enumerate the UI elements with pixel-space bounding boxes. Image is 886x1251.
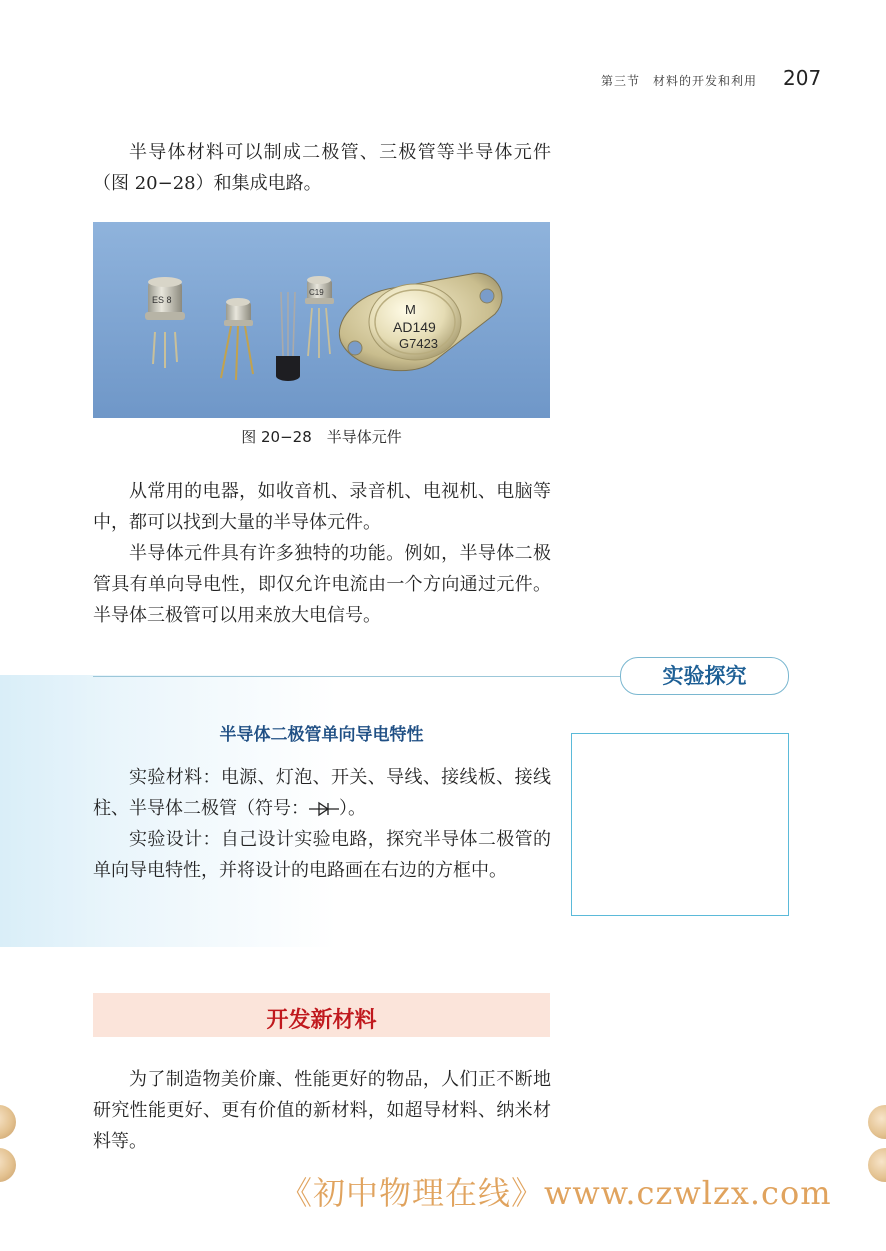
edge-decoration-left-top: [0, 1105, 16, 1139]
svg-text:C19: C19: [309, 288, 324, 297]
new-materials-text: 为了制造物美价廉、性能更好的物品，人们正不断地研究性能更好、更有价值的新材料，如超导材料、纳米材料等。: [93, 1069, 551, 1152]
experiment-title: 半导体二极管单向导电特性: [219, 725, 424, 745]
semiconductor-photo: [93, 222, 550, 418]
intro-paragraph: [93, 137, 551, 199]
experiment-design: 实验设计：自己设计实验电路，探究半导体二极管的单向导电特性，并将设计的电路画在右边的方框中。: [93, 829, 551, 881]
experiment-materials: [93, 762, 551, 824]
experiment-divider: [93, 676, 623, 677]
new-materials-paragraph: [93, 1064, 551, 1157]
page-number: 207: [783, 66, 822, 90]
experiment-badge: 实验探究: [620, 657, 789, 695]
section-heading: 第三节 材料的开发和利用: [601, 74, 758, 88]
materials-close: ）。: [339, 798, 366, 819]
figure-caption: 图 20−28 半导体元件: [241, 428, 402, 446]
section-title: 开发新材料: [266, 1008, 377, 1033]
svg-text:ES 8: ES 8: [152, 295, 172, 305]
intro-text: 半导体材料可以制成二极管、三极管等半导体元件（图 20−28）和集成电路。: [93, 142, 551, 194]
edge-decoration-right-bottom: [868, 1148, 886, 1182]
semiconductor-components-illustration: [93, 222, 550, 418]
body-paragraph-2: 半导体元件具有许多独特的功能。例如，半导体二极管具有单向导电性，即仅允许电流由一个方向通过元件。半导体三极管可以用来放大电信号。: [93, 543, 551, 626]
chip-label-line3: G7423: [399, 336, 439, 351]
watermark: 《初中物理在线》www.czwlzx.com: [280, 1174, 832, 1212]
chip-label-line1: M: [405, 302, 416, 317]
edge-decoration-right-top: [868, 1105, 886, 1139]
experiment-text: [93, 762, 551, 886]
body-paragraphs: [93, 476, 551, 631]
chip-label-line2: AD149: [393, 319, 436, 335]
body-paragraph-1: 从常用的电器，如收音机、录音机、电视机、电脑等中，都可以找到大量的半导体元件。: [93, 481, 551, 533]
materials-text: 实验材料：电源、灯泡、开关、导线、接线板、接线柱、半导体二极管（符号：: [93, 767, 551, 819]
circuit-drawing-box[interactable]: [571, 733, 789, 916]
diode-symbol-icon: [309, 801, 339, 817]
edge-decoration-left-bottom: [0, 1148, 16, 1182]
